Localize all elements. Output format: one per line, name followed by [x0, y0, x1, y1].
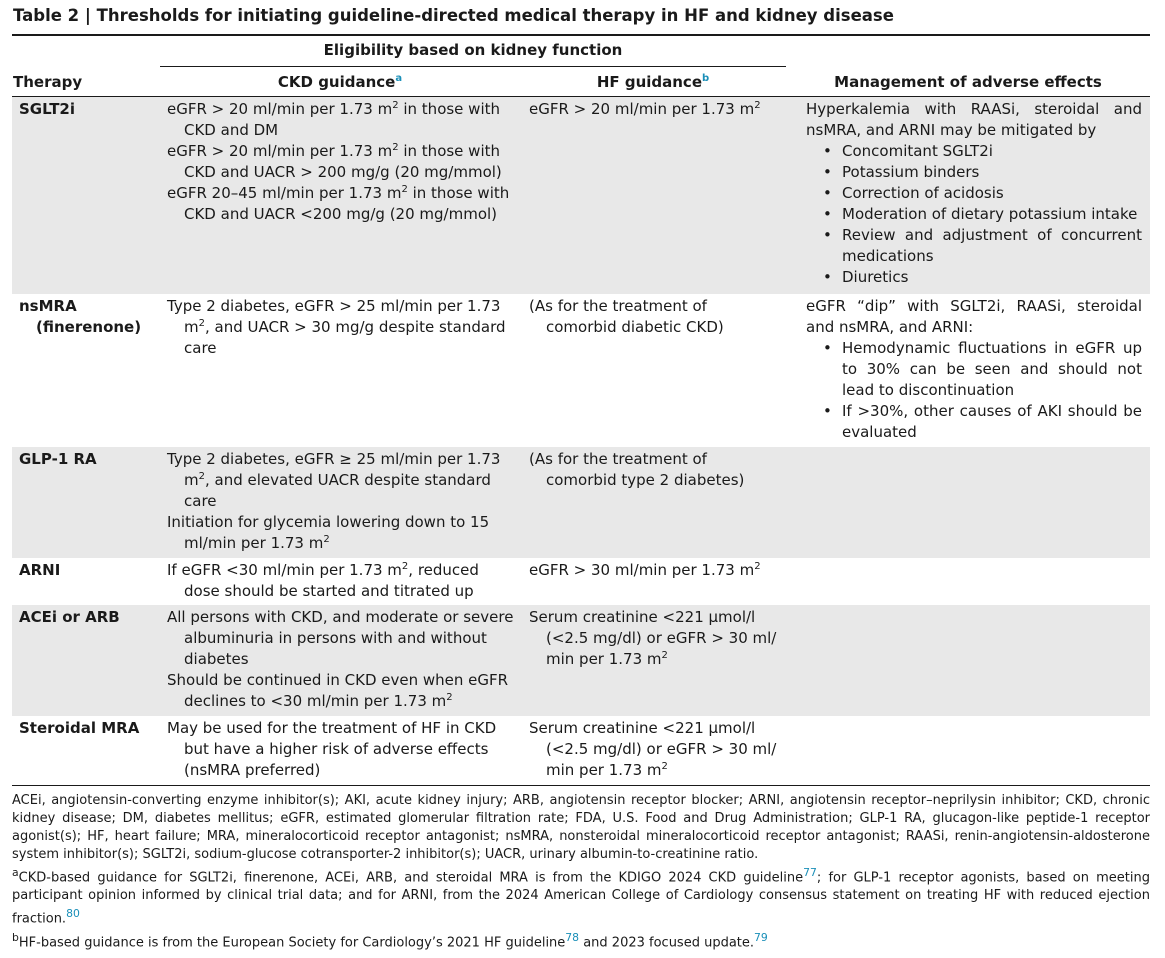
management-cell — [786, 447, 1150, 558]
management-intro: Hyperkalemia with RAASi, steroidal and nsMRA, and ARNI may be mitigated by — [806, 100, 1142, 139]
table-2 — [12, 0, 1150, 952]
ref-link-77[interactable]: 77 — [803, 866, 817, 879]
ckd-guidance-superscript: 2 — [401, 184, 408, 195]
hf-guidance-text: Serum creatinine <221 µmol/l (<2.5 mg/dl) or eGFR > 30 ml/ min per 1.73 m — [529, 608, 777, 668]
ckd-guidance-text: eGFR > 20 ml/min per 1.73 m — [167, 142, 393, 160]
ckd-guidance-text: Initiation for glycemia lowering down to 15 ml/min per 1.73 m — [167, 513, 490, 552]
ckd-guidance-cell — [160, 97, 520, 294]
therapy-name — [19, 296, 160, 338]
footnote-mark-a[interactable]: a — [395, 73, 403, 84]
management-cell — [786, 558, 1150, 605]
footnote-b-text-1: HF-based guidance is from the European Society for Cardiology’s 2021 HF guideline — [18, 934, 566, 950]
therapy-name — [19, 99, 160, 120]
hf-guidance-line — [529, 449, 782, 491]
ckd-guidance-line — [167, 607, 516, 670]
therapy-cell — [12, 447, 160, 558]
ckd-guidance-cell — [160, 294, 520, 447]
ckd-guidance-cell — [160, 716, 520, 781]
ckd-guidance-line — [167, 512, 516, 554]
ckd-guidance-text-cont: in those with CKD and UACR <200 mg/g (20 mg/mmol) — [184, 184, 510, 223]
hf-guidance-superscript: 2 — [754, 561, 761, 572]
management-bullet-list — [806, 338, 1142, 443]
therapy-cell — [12, 605, 160, 716]
management-intro: eGFR “dip” with SGLT2i, RAASi, steroidal and nsMRA, and ARNI: — [806, 297, 1142, 336]
hf-guidance-line — [529, 607, 782, 670]
therapy-label: GLP-1 RA — [19, 450, 97, 468]
ckd-guidance-superscript: 2 — [198, 471, 205, 482]
ckd-guidance-cell — [160, 558, 520, 605]
hf-guidance-cell — [520, 605, 786, 716]
ref-link-79[interactable]: 79 — [754, 930, 768, 944]
hf-guidance-cell — [520, 294, 786, 447]
ckd-guidance-text: Type 2 diabetes, eGFR ≥ 25 ml/min per 1.73 m — [167, 450, 501, 489]
ckd-guidance-text: eGFR 20–45 ml/min per 1.73 m — [167, 184, 402, 202]
ckd-guidance-cell — [160, 605, 520, 716]
management-cell — [786, 716, 1150, 781]
ckd-guidance-superscript: 2 — [198, 318, 205, 329]
management-bullet-item: • Potassium binders — [806, 162, 1142, 183]
ckd-guidance-line — [167, 99, 516, 141]
hf-guidance-line — [529, 99, 782, 120]
ckd-guidance-superscript: 2 — [323, 534, 330, 545]
therapy-label: nsMRA — [19, 297, 77, 315]
footnote-a — [12, 864, 1150, 929]
footnote-b — [12, 929, 1150, 952]
ckd-guidance-line — [167, 141, 516, 183]
hf-guidance-cell — [520, 97, 786, 294]
ckd-guidance-text: Type 2 diabetes, eGFR > 25 ml/min per 1.73 m — [167, 297, 501, 336]
header-hf-guidance — [520, 73, 786, 91]
ckd-guidance-text-cont: , reduced dose should be started and titrated up — [184, 561, 479, 600]
eligibility-rule — [160, 66, 786, 67]
hf-guidance-line — [529, 718, 782, 781]
ckd-guidance-text-cont: , and UACR > 30 mg/g despite standard care — [184, 318, 506, 357]
management-bullet-item: • Diuretics — [806, 267, 1142, 288]
therapy-label: Steroidal MRA — [19, 719, 140, 737]
ref-link-78[interactable]: 78 — [565, 930, 580, 944]
ckd-guidance-line — [167, 296, 516, 359]
hf-guidance-text: (As for the treatment of comorbid type 2 diabetes) — [529, 450, 745, 489]
ckd-guidance-superscript: 2 — [446, 692, 453, 703]
hf-guidance-cell — [520, 716, 786, 781]
therapy-name — [19, 607, 160, 628]
hf-guidance-text: Serum creatinine <221 µmol/l (<2.5 mg/dl) or eGFR > 30 ml/ min per 1.73 m — [529, 719, 777, 779]
management-bullet-item: • Review and adjustment of concurrent medications — [806, 225, 1142, 267]
ckd-guidance-text: May be used for the treatment of HF in CKD but have a higher risk of adverse effects (nsMRA preferred) — [167, 719, 497, 779]
hf-guidance-superscript: 2 — [661, 761, 668, 772]
header-therapy: Therapy — [13, 73, 83, 91]
management-bullet-item: • Concomitant SGLT2i — [806, 141, 1142, 162]
ckd-guidance-superscript: 2 — [401, 561, 409, 572]
management-bullet-list — [806, 141, 1142, 288]
management-cell — [786, 605, 1150, 716]
ckd-guidance-text-cont: in those with CKD and DM — [184, 100, 501, 139]
table-row — [12, 605, 1150, 716]
hf-guidance-text: eGFR > 20 ml/min per 1.73 m — [529, 100, 755, 118]
hf-guidance-line — [529, 296, 782, 338]
hf-guidance-text: (As for the treatment of comorbid diabetic CKD) — [529, 297, 724, 336]
therapy-label: SGLT2i — [19, 100, 76, 118]
header-eligibility: Eligibility based on kidney function — [323, 41, 623, 59]
ckd-guidance-text-cont: , and elevated UACR despite standard care — [184, 471, 491, 510]
footnote-abbreviations: ACEi, angiotensin-converting enzyme inhibitor(s); AKI, acute kidney injury; ARB, angiotensin receptor blocker; ARNI, angiotensin receptor–neprilysin inhibitor; CKD, chronic kidney disease; DM, diabetes mellitus; eGFR, estimated glomerular filtration rate; FDA, U.S. Food and Drug Administration; GLP-1 RA, glucagon-like peptide-1 receptor agonist(s); HF, heart failure; MRA, mineralocorticoid receptor antagonist; nsMRA, nonsteroidal mineralocorticoid receptor antagonist; RAASi, renin-angiotensin-aldosterone system inhibitor(s); SGLT2i, sodium-glucose cotransporter-2 inhibitor(s); UACR, urinary albumin-to-creatinine ratio. — [12, 793, 1150, 862]
therapy-label: ACEi or ARB — [19, 608, 120, 626]
ckd-guidance-line — [167, 560, 516, 602]
therapy-name — [19, 449, 160, 470]
table-row — [12, 558, 1150, 605]
header-hf-label: HF guidance — [596, 73, 702, 91]
footnote-a-text-1: CKD-based guidance for SGLT2i, finerenone, ACEi, ARB, and steroidal MRA is from the KDIGO 2024 CKD guideline — [18, 870, 804, 886]
ckd-guidance-superscript: 2 — [392, 100, 399, 111]
table-header — [12, 36, 1150, 96]
ckd-guidance-superscript: 2 — [392, 142, 399, 153]
ckd-guidance-cell — [160, 447, 520, 558]
table-row — [12, 294, 1150, 447]
footnote-mark-b[interactable]: b — [702, 73, 710, 84]
ref-link-80[interactable]: 80 — [66, 907, 80, 921]
ckd-guidance-line — [167, 449, 516, 512]
footnote-a-text-2: ; for GLP-1 receptor agonists, based on meeting participant opinion informed by clinical trial data; and for ARNI, from the 2024 American College of Cardiology consensus statement on treating HF with reduced ejection fraction. — [12, 870, 1150, 927]
ckd-guidance-text: If eGFR <30 ml/min per 1.73 m — [167, 561, 402, 579]
ckd-guidance-line — [167, 718, 516, 781]
header-management: Management of adverse effects — [834, 73, 1102, 91]
hf-guidance-superscript: 2 — [661, 650, 668, 661]
table-row — [12, 97, 1150, 294]
ckd-guidance-text: All persons with CKD, and moderate or severe albuminuria in persons with and without diabetes — [167, 608, 514, 668]
management-bullet-item: • If >30%, other causes of AKI should be evaluated — [806, 401, 1142, 443]
management-bullet-item: • Moderation of dietary potassium intake — [806, 204, 1142, 225]
management-bullet-item: • Hemodynamic fluctuations in eGFR up to 30% can be seen and should not lead to discontinuation — [806, 338, 1142, 401]
therapy-label: ARNI — [19, 561, 61, 579]
header-ckd-guidance — [160, 73, 520, 91]
footnote-b-mark: b — [12, 930, 19, 944]
ckd-guidance-text: Should be continued in CKD even when eGFR declines to <30 ml/min per 1.73 m — [167, 671, 509, 710]
hf-guidance-superscript: 2 — [754, 100, 761, 111]
table-title: Table 2 | Thresholds for initiating guideline-directed medical therapy in HF and kidney disease — [13, 6, 894, 25]
hf-guidance-cell — [520, 558, 786, 605]
hf-guidance-cell — [520, 447, 786, 558]
ckd-guidance-text: eGFR > 20 ml/min per 1.73 m — [167, 100, 393, 118]
therapy-name — [19, 718, 160, 739]
management-cell — [786, 294, 1150, 447]
therapy-cell — [12, 716, 160, 781]
therapy-cell — [12, 558, 160, 605]
management-cell — [786, 97, 1150, 294]
ckd-guidance-line — [167, 183, 516, 225]
footnote-b-text-2: and 2023 focused update. — [579, 934, 755, 950]
header-ckd-label: CKD guidance — [277, 73, 396, 91]
ckd-guidance-line — [167, 670, 516, 712]
table-body — [12, 97, 1150, 781]
management-bullet-item: • Correction of acidosis — [806, 183, 1142, 204]
hf-guidance-line — [529, 560, 782, 581]
table-row — [12, 716, 1150, 781]
table-row — [12, 447, 1150, 558]
ckd-guidance-text-cont: in those with CKD and UACR > 200 mg/g (20 mg/mmol) — [184, 142, 502, 181]
therapy-cell — [12, 294, 160, 447]
therapy-name — [19, 560, 160, 581]
hf-guidance-text: eGFR > 30 ml/min per 1.73 m — [529, 561, 755, 579]
footnote-a-mark: a — [12, 866, 19, 879]
therapy-sublabel: (finerenone) — [36, 318, 142, 336]
table-footnotes — [12, 786, 1150, 952]
therapy-cell — [12, 97, 160, 294]
